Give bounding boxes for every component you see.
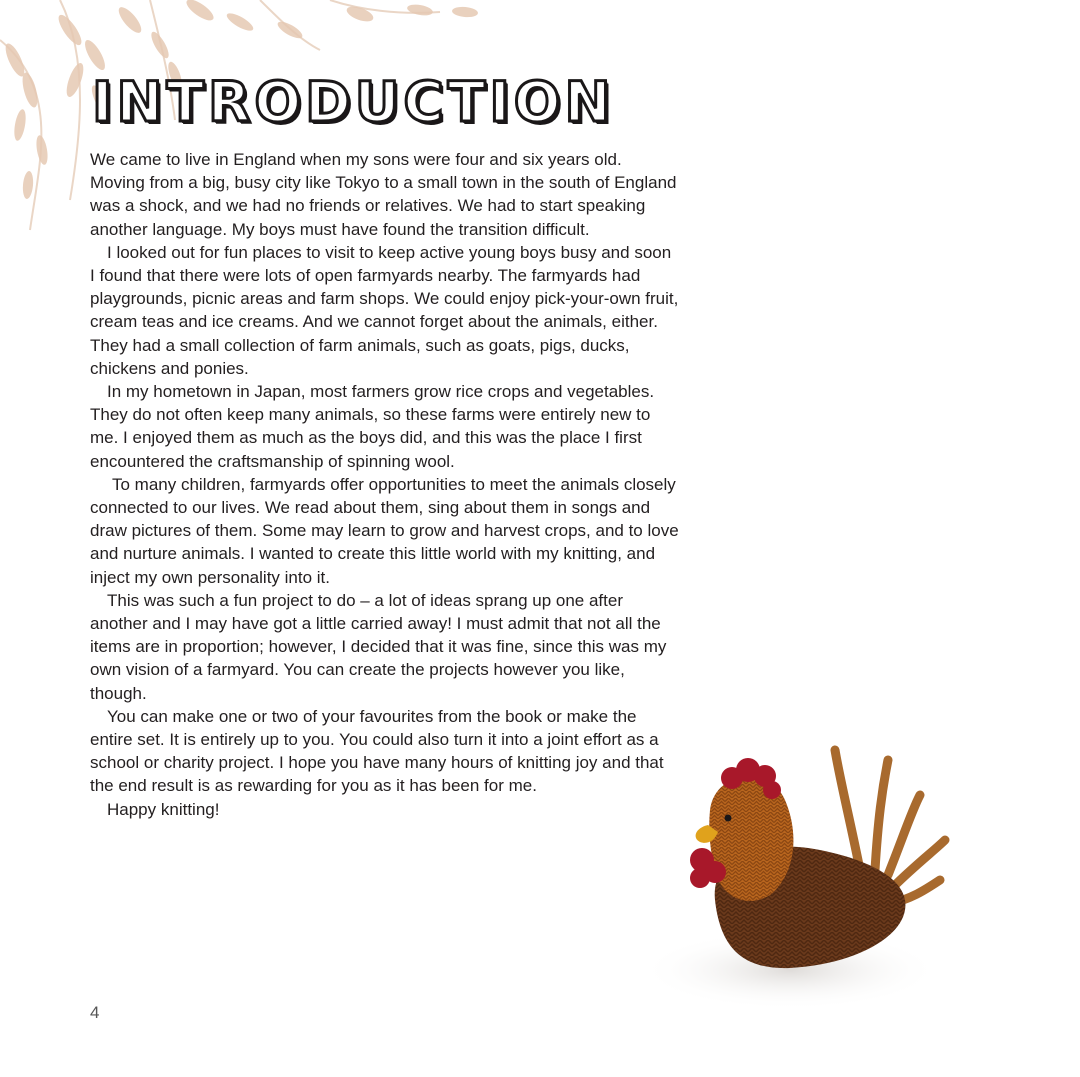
paragraph-7: Happy knitting!: [107, 799, 220, 819]
page-title: INTRODUCTION: [92, 70, 615, 134]
paragraph-1: We came to live in England when my sons were four and six years old. Moving from a big, busy city like Tokyo to a small town in the south of England was a shock, and we had no friends or relatives. We had to start speaking another language. My boys must have found the transition difficult.: [90, 150, 677, 239]
knitted-hen-icon: [620, 700, 1020, 1060]
body-text: [90, 148, 680, 821]
paragraph-6: You can make one or two of your favourites from the book or make the entire set. It is entirely up to you. You could also turn it into a joint effort as a school or charity project. I hope you have many hours of knitting joy and that the end result is as rewarding for you as it has been for me.: [90, 706, 664, 796]
paragraph-4: To many children, farmyards offer opportunities to meet the animals closely connected to our lives. We read about them, sing about them in songs and draw pictures of them. Some may learn to grow and harvest crops, and to love and nurture animals. I wanted to create this little world with my knitting, and inject my own personality into it.: [90, 474, 679, 587]
paragraph-2: I looked out for fun places to visit to keep active young boys busy and soon I found that there were lots of open farmyards nearby. The farmyards had playgrounds, picnic areas and farm shops. We could enjoy pick-your-own fruit, cream teas and ice creams. And we cannot forget about the animals, either. They had a small collection of farm animals, such as goats, pigs, ducks, chickens and ponies.: [90, 242, 679, 378]
page-number: 4: [90, 1003, 100, 1022]
paragraph-5: This was such a fun project to do – a lot of ideas sprang up one after another and I may have got a little carried away! I must admit that not all the items are in proportion; however, I decided that it was fine, since this was my own vision of a farmyard. You can create the projects however you like, though.: [90, 590, 667, 703]
paragraph-3: In my hometown in Japan, most farmers grow rice crops and vegetables. They do not often keep many animals, so these farms were entirely new to me. I enjoyed them as much as the boys did, and this was the place I first encountered the craftsmanship of spinning wool.: [90, 382, 655, 471]
